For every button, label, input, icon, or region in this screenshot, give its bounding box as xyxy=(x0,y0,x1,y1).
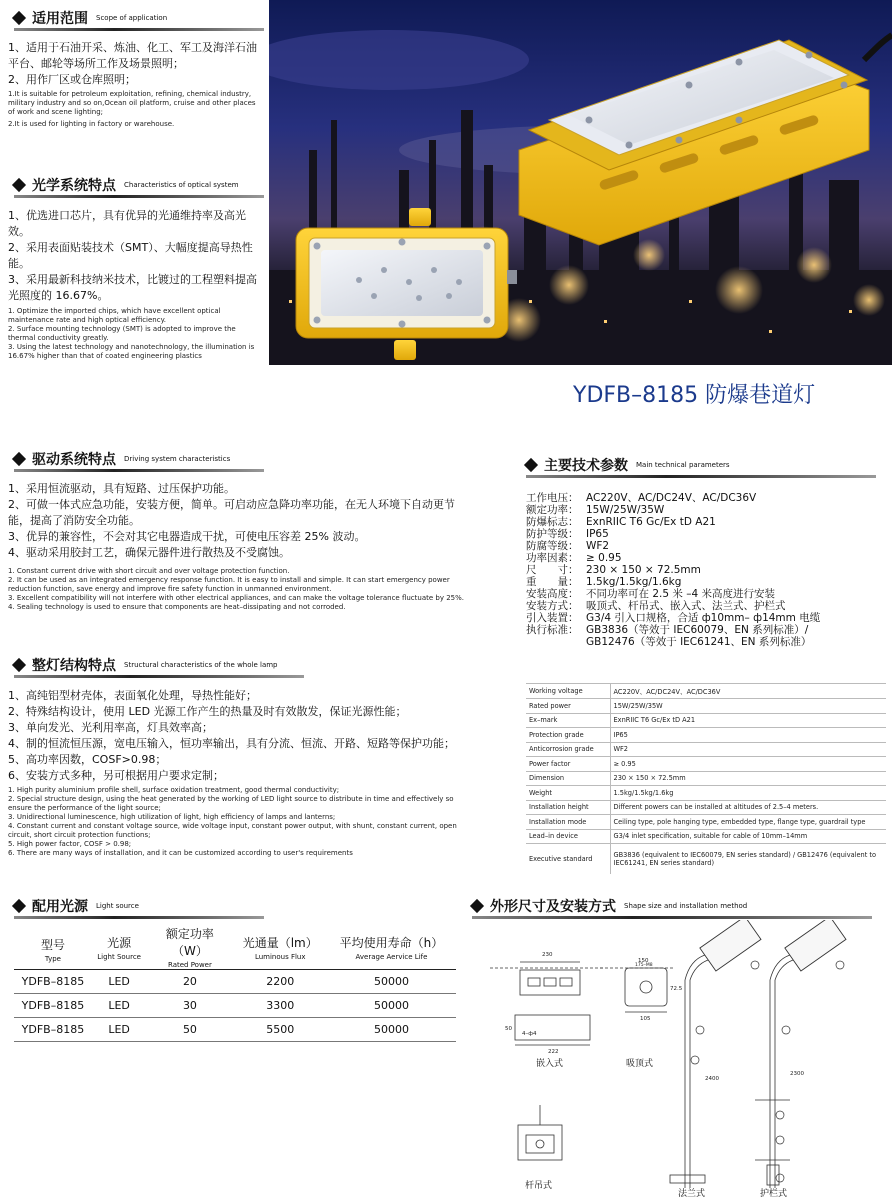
table-row: YDFB–8185 LED 50 5500 50000 xyxy=(14,1018,456,1042)
structure-heading-en: Structural characteristics of the whole lamp xyxy=(124,661,278,669)
bullet-icon xyxy=(12,178,26,192)
product-photo xyxy=(269,0,892,365)
svg-text:230: 230 xyxy=(542,952,553,958)
caption-pole-hanging: 杆吊式 xyxy=(525,1181,553,1191)
drive-heading-en: Driving system characteristics xyxy=(124,455,231,463)
table-row: Protection grade IP65 xyxy=(526,728,886,743)
shape-heading-cn: 外形尺寸及安装方式 xyxy=(490,899,616,915)
spec-row: 引入装置： G3/4 引入口规格，合适 ф10mm– ф14mm 电缆 xyxy=(526,612,821,624)
optical-cn-2: 2、采用表面贴装技术（SMT）、大幅度提高导热性能。 xyxy=(8,241,253,270)
drive-heading xyxy=(14,449,264,469)
structure-body xyxy=(8,688,478,858)
caption-ceiling: 吸顶式 xyxy=(626,1059,654,1069)
structure-heading xyxy=(14,655,304,675)
table-header-row xyxy=(14,925,456,970)
table-row: Rated power 15W/25W/35W xyxy=(526,699,886,714)
structure-cn-3: 3、单向发光、光利用率高，灯具效率高； xyxy=(8,721,213,734)
structure-en-4: 4. Constant current and constant voltage source, wide voltage input, constant power output, with shunt, constant current, open circuit, short circuit protection functions; xyxy=(8,822,457,839)
structure-en-3: 3. Unidirectional luminescence, high utilization of light, high efficiency of lamps and lanterns; xyxy=(8,813,336,821)
structure-cn-5: 5、高功率因数，COSF>0.98； xyxy=(8,753,167,766)
installation-drawings xyxy=(490,920,890,1198)
optical-en-2: 2. Surface mounting technology (SMT) is adopted to improve the thermal conductivity greatly. xyxy=(8,325,236,342)
optical-body xyxy=(8,208,262,361)
structure-cn-1: 1、高纯铝型材壳体，表面氧化处理，导热性能好； xyxy=(8,689,257,702)
drive-cn-3: 3、优异的兼容性，不会对其它电器造成干扰，可使电压容差 25% 波动。 xyxy=(8,530,366,543)
spec-row: 防护等级： IP65 xyxy=(526,528,609,540)
product-title: YDFB–8185 防爆巷道灯 xyxy=(573,383,816,408)
table-row: YDFB–8185 LED 30 3300 50000 xyxy=(14,994,456,1018)
bullet-icon xyxy=(12,658,26,672)
optical-cn-1: 1、优选进口芯片，具有优异的光通维持率及高光效。 xyxy=(8,209,246,238)
table-row: Installation height Different powers can be installed at altitudes of 2.5–4 meters. xyxy=(526,800,886,815)
bullet-icon xyxy=(524,458,538,472)
spec-row: 安装方式： 吸顶式、杆吊式、嵌入式、法兰式、护栏式 xyxy=(526,600,786,612)
svg-text:2400: 2400 xyxy=(705,1076,719,1082)
spec-row: GB12476（等效于 IEC61241、EN 系列标准） xyxy=(586,636,812,648)
svg-text:72.5: 72.5 xyxy=(670,986,683,992)
optical-en-1: 1. Optimize the imported chips, which have excellent optical maintenance rate and high optical efficiency. xyxy=(8,307,221,324)
bullet-icon xyxy=(12,452,26,466)
drive-body xyxy=(8,481,468,612)
optical-heading-en: Characteristics of optical system xyxy=(124,181,239,189)
drive-en-1: 1. Constant current drive with short circuit and over voltage protection function. xyxy=(8,567,290,575)
shape-heading-en: Shape size and installation method xyxy=(624,902,748,910)
table-row: YDFB–8185 LED 20 2200 50000 xyxy=(14,970,456,994)
caption-flange: 法兰式 xyxy=(678,1189,706,1198)
shape-heading xyxy=(472,896,872,916)
caption-guardrail: 护栏式 xyxy=(760,1189,788,1198)
structure-cn-6: 6、安装方式多种，另可根据用户要求定制； xyxy=(8,769,224,782)
svg-text:4–ф4: 4–ф4 xyxy=(522,1031,537,1037)
structure-en-1: 1. High purity aluminium profile shell, surface oxidation treatment, good thermal conductivity; xyxy=(8,786,340,794)
col-rated-power: 额定功率（W） Rated Power xyxy=(165,927,214,969)
optical-en-3: 3. Using the latest technology and nanotechnology, the illumination is 16.67% higher than that of coated engineering plastics xyxy=(8,343,255,360)
structure-en-5: 5. High power factor, COSF > 0.98; xyxy=(8,840,132,848)
col-service-life: 平均使用寿命（h） Average Aervice Life xyxy=(339,935,444,961)
caption-embedded: 嵌入式 xyxy=(536,1059,564,1069)
spec-row: 额定功率： 15W/25W/35W xyxy=(526,504,665,516)
spec-row: 尺 寸： 230 × 150 × 72.5mm xyxy=(526,564,701,576)
table-row: Executive standard GB3836 (equivalent to IEC60079, EN series standard) / GB12476 (equivalent to IEC61241, EN series standard) xyxy=(526,844,886,874)
spec-row: 执行标准： GB3836（等效于 IEC60079、EN 系列标准）/ xyxy=(526,624,809,636)
col-luminous-flux: 光通量（lm） Luminous Flux xyxy=(242,935,318,961)
optical-heading xyxy=(14,175,264,195)
optical-cn-3: 3、采用最新科技纳米技术，比镀过的工程塑料提高光照度的 16.67%。 xyxy=(8,273,257,302)
application-en-1: 1.It is suitable for petroleum exploitation, refining, chemical industry, military industry and so on,Ocean oil platform, cruise and other places of work and scene lighting; xyxy=(8,90,256,116)
spec-row: 重 量： 1.5kg/1.5kg/1.6kg xyxy=(526,576,682,588)
drive-heading-cn: 驱动系统特点 xyxy=(32,452,116,468)
structure-en-6: 6. There are many ways of installation, and it can be customized according to user's requirements xyxy=(8,849,353,857)
tech-heading-en: Main technical parameters xyxy=(636,461,730,469)
refinery-night-scene xyxy=(269,0,892,365)
drive-en-2: 2. It can be used as an integrated emergency response function. It is easy to install and simple. It can start emergency power reduction function, save energy and improve fire safety function in unmanned environment. xyxy=(8,576,450,593)
svg-text:150: 150 xyxy=(638,958,649,964)
table-row: Ex–mark ExnRIIC T6 Gc/Ex tD A21 xyxy=(526,713,886,728)
table-row: Anticorrosion grade WF2 xyxy=(526,742,886,757)
bullet-icon xyxy=(12,899,26,913)
drive-cn-2: 2、可做一体式应急功能，安装方便，简单。可启动应急降功率功能，在无人环境下自动更节能，提高了消防安全功能。 xyxy=(8,498,455,527)
drive-en-4: 4. Sealing technology is used to ensure that components are heat–dissipating and not corroded. xyxy=(8,603,346,611)
drive-cn-4: 4、驱动采用胶封工艺，确保元器件进行散热及不受腐蚀。 xyxy=(8,546,290,559)
table-row: Lead–in device G3/4 inlet specification, suitable for cable of 10mm–14mm xyxy=(526,829,886,844)
structure-cn-4: 4、制的恒流恒压源，宽电压输入，恒功率输出，具有分流、恒流、开路、短路等保护功能； xyxy=(8,737,455,750)
table-row: Dimension 230 × 150 × 72.5mm xyxy=(526,771,886,786)
bullet-icon xyxy=(470,899,484,913)
svg-text:105: 105 xyxy=(640,1016,651,1022)
col-light-source: 光源 Light Source xyxy=(97,935,141,961)
table-row: Working voltage AC220V、AC/DC24V、AC/DC36V xyxy=(526,684,886,699)
light-source-table xyxy=(14,925,456,1042)
spec-row: 安装高度： 不同功率可在 2.5 米 –4 米高度进行安装 xyxy=(526,588,775,600)
drive-cn-1: 1、采用恒流驱动，具有短路、过压保护功能。 xyxy=(8,482,235,495)
col-type: 型号 Type xyxy=(40,937,65,963)
bullet-icon xyxy=(12,11,26,25)
application-heading xyxy=(14,8,264,28)
drive-en-3: 3. Excellent compatibility will not interfere with other electrical appliances, and can make the voltage tolerance fluctuate by 25%. xyxy=(8,594,464,602)
application-body xyxy=(8,40,262,129)
table-row: Power factor ≥ 0.95 xyxy=(526,757,886,772)
svg-text:175–M8: 175–M8 xyxy=(635,963,653,968)
svg-text:50: 50 xyxy=(505,1026,512,1032)
structure-en-2: 2. Special structure design, using the heat generated by the working of LED light source to distribute in time and effectively so ensure the performance of the light source; xyxy=(8,795,454,812)
table-row: Installation mode Ceiling type, pole hanging type, embedded type, flange type, guardrail type xyxy=(526,815,886,830)
tech-heading-cn: 主要技术参数 xyxy=(544,458,628,474)
tech-en-table xyxy=(526,683,886,874)
structure-cn-2: 2、特殊结构设计，使用 LED 光源工作产生的热量及时有效散发，保证光源性能； xyxy=(8,705,407,718)
table-row: Weight 1.5kg/1.5kg/1.6kg xyxy=(526,786,886,801)
optical-heading-cn: 光学系统特点 xyxy=(32,178,116,194)
svg-text:222: 222 xyxy=(548,1049,559,1055)
spec-row: 防爆标志： ExnRIIC T6 Gc/Ex tD A21 xyxy=(526,516,716,528)
light-source-heading-en: Light source xyxy=(96,902,139,910)
application-heading-cn: 适用范围 xyxy=(32,11,88,27)
application-en-2: 2.It is used for lighting in factory or warehouse. xyxy=(8,120,175,128)
spec-row: 功率因素： ≥ 0.95 xyxy=(526,552,622,564)
light-source-heading-cn: 配用光源 xyxy=(32,899,88,915)
tech-cn-list xyxy=(526,492,886,648)
application-cn-2: 2、用作厂区或仓库照明； xyxy=(8,73,136,86)
application-cn-1: 1、适用于石油开采、炼油、化工、军工及海洋石油平台、邮轮等场所工作及场景照明； xyxy=(8,41,257,70)
light-source-heading xyxy=(14,896,264,916)
tech-heading xyxy=(526,455,876,475)
structure-heading-cn: 整灯结构特点 xyxy=(32,658,116,674)
spec-row: 工作电压： AC220V、AC/DC24V、AC/DC36V xyxy=(526,492,757,504)
small-lamp-image xyxy=(296,208,517,360)
application-heading-en: Scope of application xyxy=(96,14,168,22)
svg-text:2300: 2300 xyxy=(790,1071,804,1077)
spec-row: 防腐等级： WF2 xyxy=(526,540,610,552)
